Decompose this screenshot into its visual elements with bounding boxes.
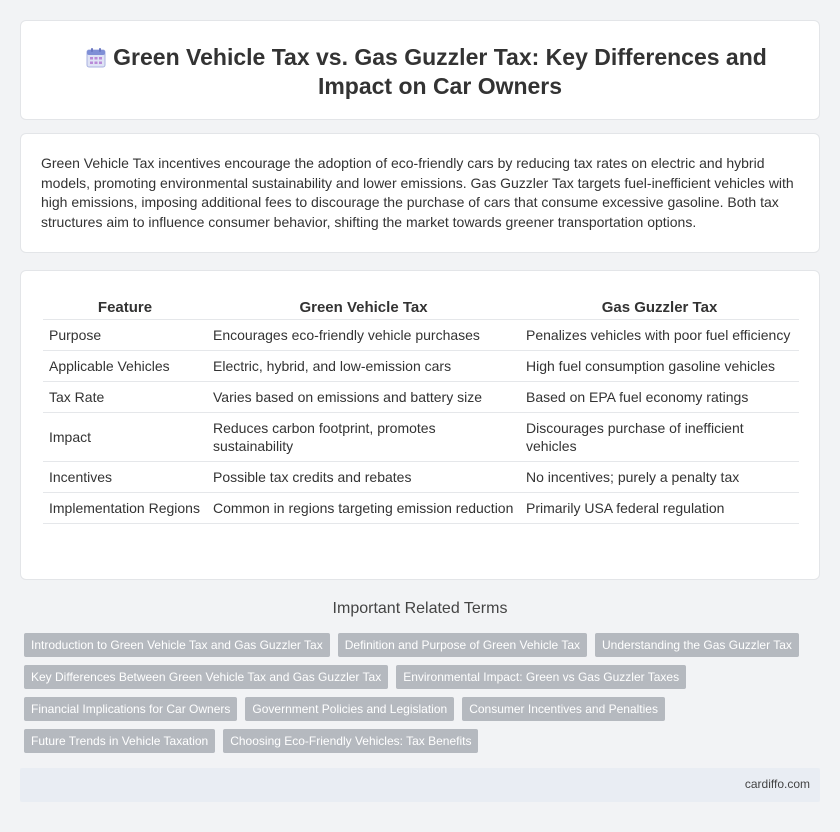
table-cell-feature: Tax Rate <box>43 382 207 413</box>
related-term-tag[interactable]: Understanding the Gas Guzzler Tax <box>595 633 799 657</box>
tag-row <box>24 729 814 753</box>
table-cell-guzzler: Penalizes vehicles with poor fuel efficiency <box>520 320 799 351</box>
page-title: Green Vehicle Tax vs. Gas Guzzler Tax: Key Differences and Impact on Car Owners <box>113 44 767 99</box>
header-gas-guzzler-tax: Gas Guzzler Tax <box>520 295 799 320</box>
table-row <box>43 493 799 524</box>
related-term-tag[interactable]: Choosing Eco-Friendly Vehicles: Tax Benefits <box>223 729 478 753</box>
table-cell-feature: Incentives <box>43 462 207 493</box>
header-green-vehicle-tax: Green Vehicle Tax <box>207 295 520 320</box>
footer <box>20 768 820 802</box>
related-term-tag[interactable]: Environmental Impact: Green vs Gas Guzzler Taxes <box>396 665 686 689</box>
table-cell-guzzler: Discourages purchase of inefficient vehicles <box>520 413 799 462</box>
site-name[interactable]: cardiffo.com <box>744 777 810 791</box>
table-cell-guzzler: Based on EPA fuel economy ratings <box>520 382 799 413</box>
related-term-tag[interactable]: Key Differences Between Green Vehicle Tax and Gas Guzzler Tax <box>24 665 388 689</box>
table-cell-feature: Impact <box>43 413 207 462</box>
table-cell-green: Varies based on emissions and battery size <box>207 382 520 413</box>
table-row <box>43 413 799 462</box>
related-term-tag[interactable]: Government Policies and Legislation <box>245 697 454 721</box>
intro-card <box>20 133 820 253</box>
table-cell-feature: Purpose <box>43 320 207 351</box>
table-cell-green: Encourages eco-friendly vehicle purchases <box>207 320 520 351</box>
table-cell-green: Possible tax credits and rebates <box>207 462 520 493</box>
table-row <box>43 351 799 382</box>
comparison-table <box>43 295 799 524</box>
intro-paragraph: Green Vehicle Tax incentives encourage the adoption of eco-friendly cars by reducing tax rates on electric and hybrid models, promoting environmental sustainability and lower emissions. Gas Guzzler Tax targets fuel-inefficient vehicles with high emissions, imposing additional fees to discourage the purchase of cars that consume excessive gasoline. Both tax structures aim to influence consumer behavior, shifting the market towards greener transportation options. <box>41 155 794 230</box>
table-row <box>43 382 799 413</box>
table-header-row <box>43 295 799 320</box>
table-cell-feature: Applicable Vehicles <box>43 351 207 382</box>
table-row <box>43 462 799 493</box>
related-terms-tags <box>24 633 814 761</box>
tag-row <box>24 665 814 689</box>
related-term-tag[interactable]: Definition and Purpose of Green Vehicle Tax <box>338 633 587 657</box>
related-term-tag[interactable]: Introduction to Green Vehicle Tax and Gas Guzzler Tax <box>24 633 330 657</box>
related-terms-heading: Important Related Terms <box>332 600 508 617</box>
tag-row <box>24 697 814 721</box>
table-cell-guzzler: High fuel consumption gasoline vehicles <box>520 351 799 382</box>
header-feature: Feature <box>43 295 207 320</box>
comparison-table-card <box>20 270 820 580</box>
table-cell-guzzler: No incentives; purely a penalty tax <box>520 462 799 493</box>
table-row <box>43 320 799 351</box>
table-cell-green: Common in regions targeting emission reduction <box>207 493 520 524</box>
table-cell-green: Electric, hybrid, and low-emission cars <box>207 351 520 382</box>
table-cell-green: Reduces carbon footprint, promotes sustainability <box>207 413 520 462</box>
header-card <box>20 20 820 120</box>
table-cell-guzzler: Primarily USA federal regulation <box>520 493 799 524</box>
related-term-tag[interactable]: Financial Implications for Car Owners <box>24 697 237 721</box>
related-term-tag[interactable]: Future Trends in Vehicle Taxation <box>24 729 215 753</box>
table-cell-feature: Implementation Regions <box>43 493 207 524</box>
tag-row <box>24 633 814 657</box>
related-term-tag[interactable]: Consumer Incentives and Penalties <box>462 697 665 721</box>
